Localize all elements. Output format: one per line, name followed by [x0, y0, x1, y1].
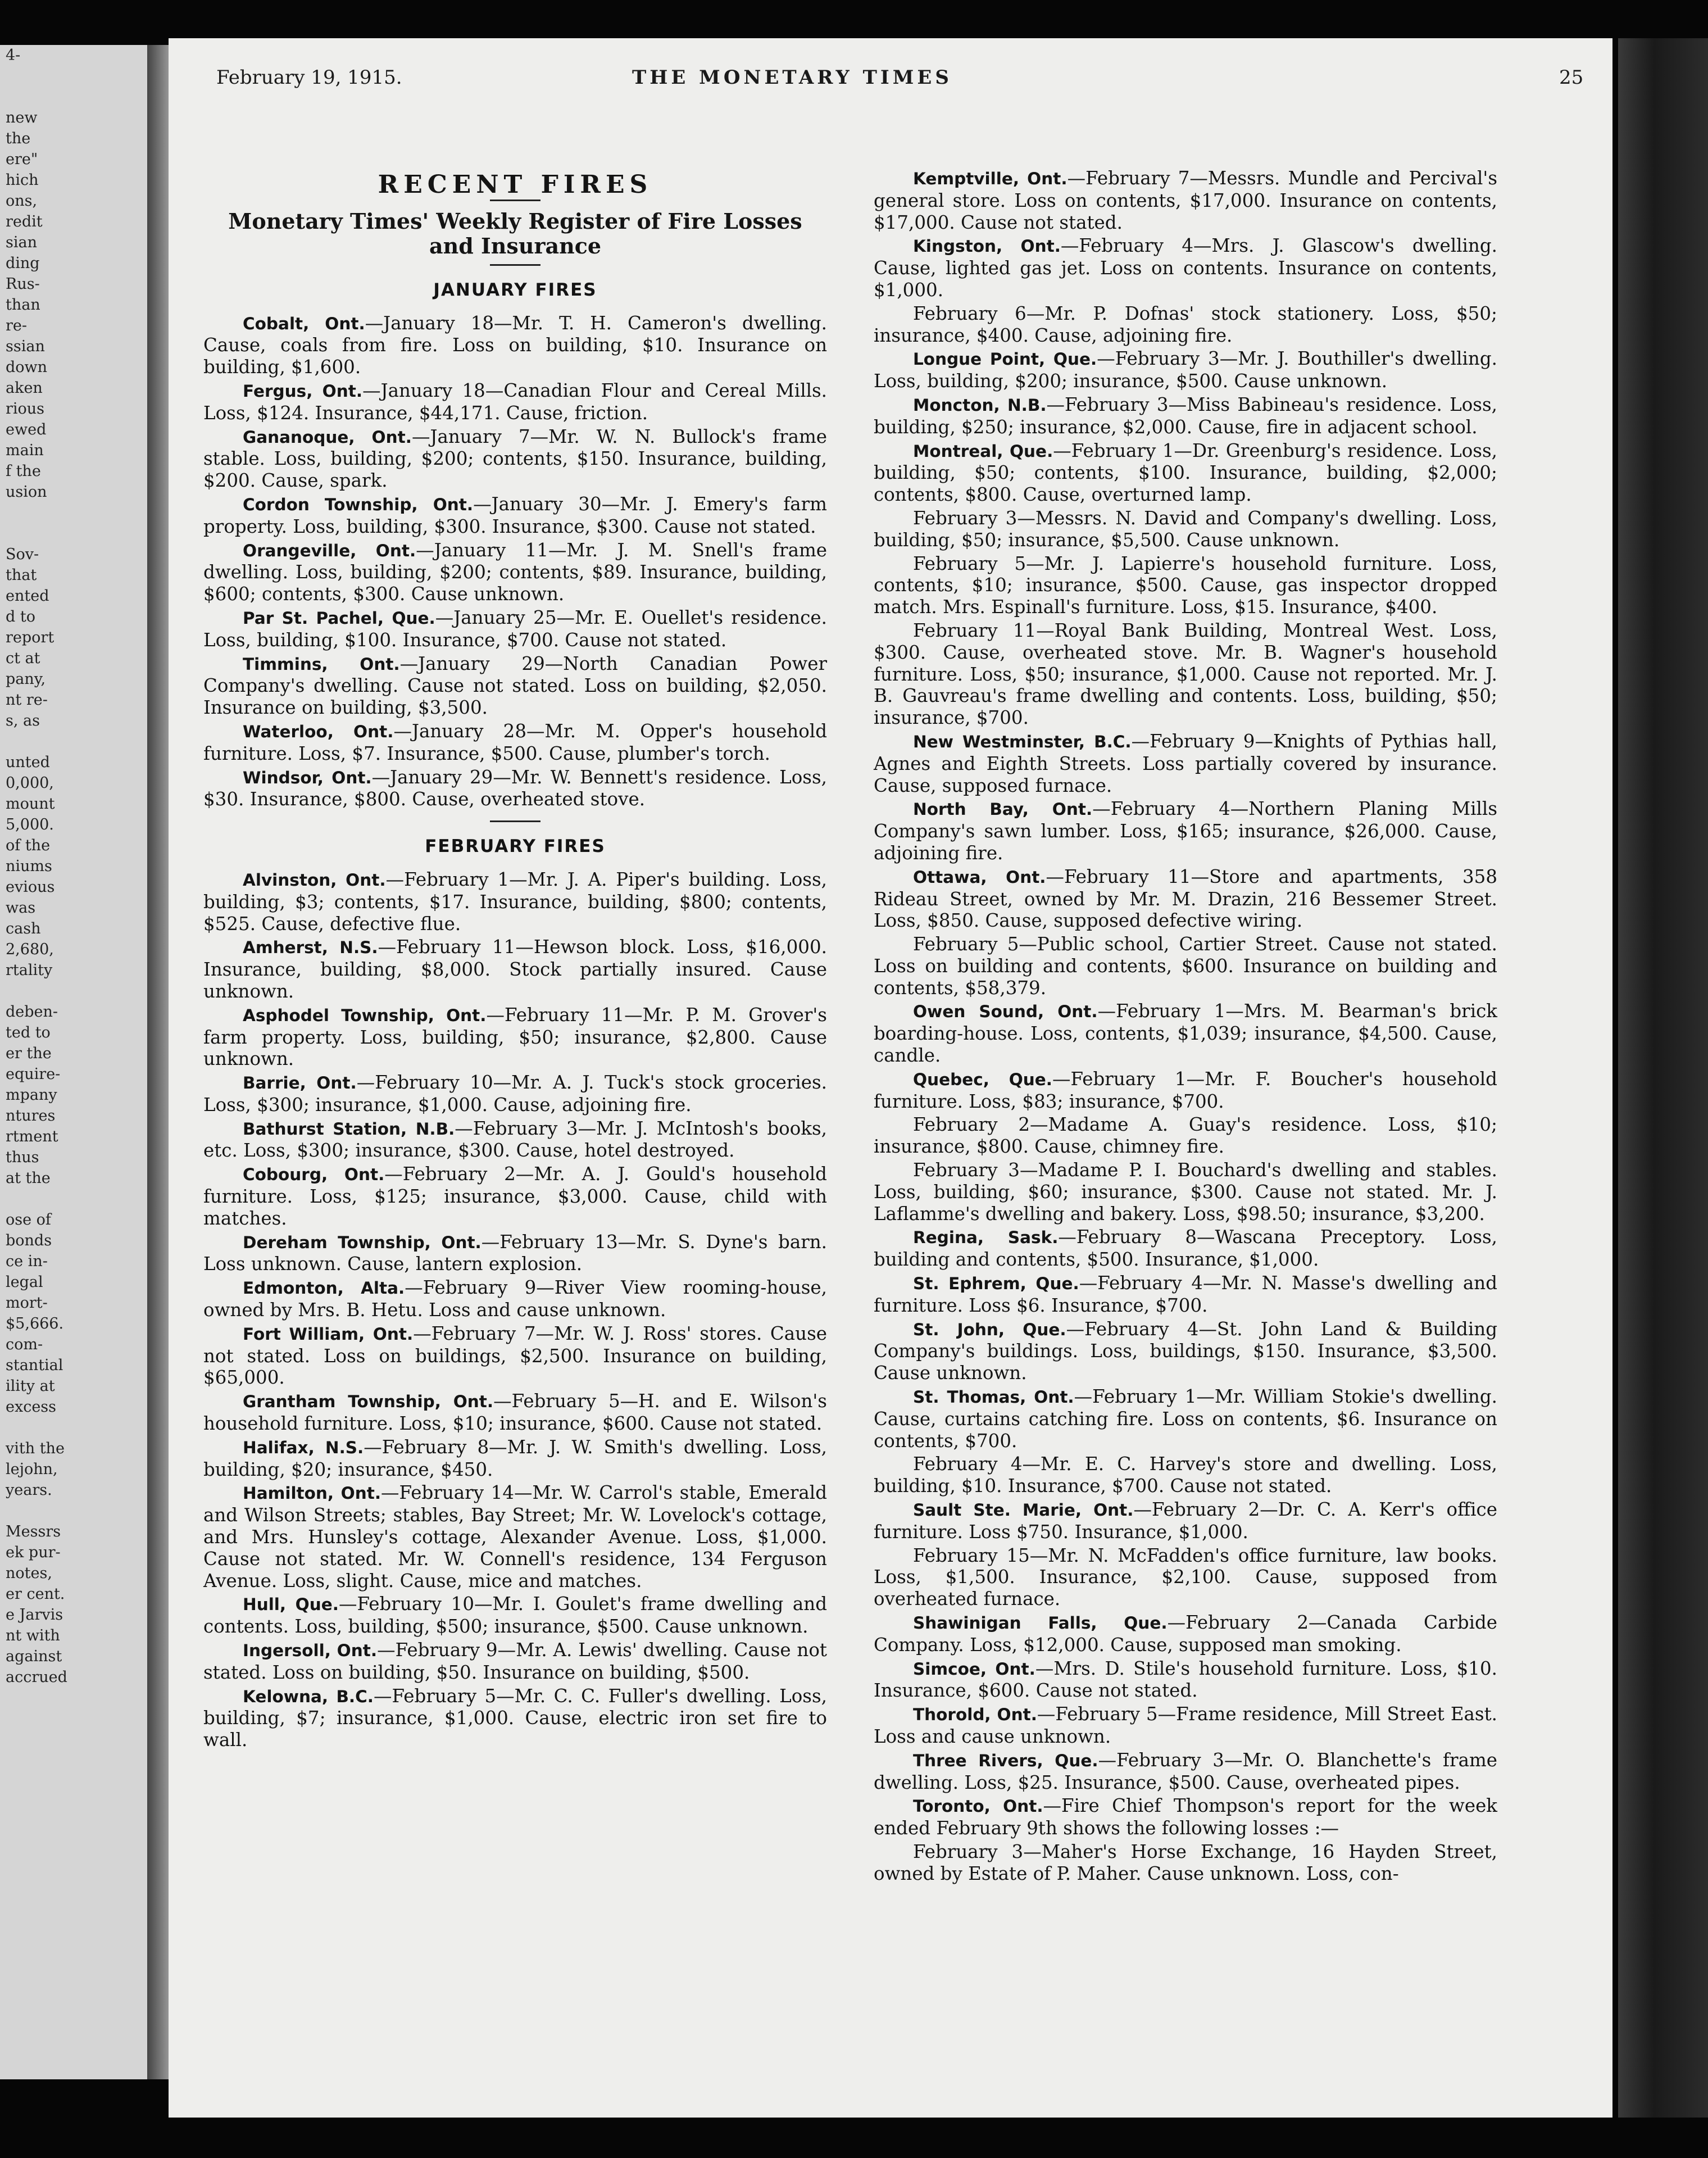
fire-entry [874, 1159, 1497, 1225]
left-column [203, 169, 827, 1753]
fire-entry [203, 1004, 827, 1070]
entry-details: —February 1—Mr. F. Boucher's household furniture. Loss, $83; insurance, $700. [874, 1068, 1497, 1112]
entry-details: —February 1—Mr. J. A. Piper's building. Loss, building, $3; contents, $17. Insurance, building, $800; contents, $525. Cause, defective flue. [203, 868, 827, 935]
facing-page-text: accrued [6, 1669, 67, 1686]
entry-details: February 6—Mr. P. Dofnas' stock stationery. Loss, $50; insurance, $400. Cause, adjoining fire. [874, 302, 1497, 346]
facing-page-text: stantial [6, 1357, 63, 1374]
fire-entry [874, 798, 1497, 864]
entry-details: —February 1—Mrs. M. Bearman's brick boarding-house. Loss, contents, $1,039; insurance, $4,500. Cause, candle. [874, 1000, 1497, 1067]
facing-page-text: equire- [6, 1066, 61, 1083]
facing-page-text: deben- [6, 1003, 58, 1021]
entry-details: —January 29—North Canadian Power Company's dwelling. Cause not stated. Loss on building, $2,050. Insurance on building, $3,500. [203, 652, 827, 719]
entry-location: Cobalt, Ont. [243, 314, 365, 333]
facing-page-text [0, 1417, 147, 1438]
facing-page-text: ewed [6, 421, 47, 438]
fire-entry [874, 1545, 1497, 1610]
entry-details: —February 1—Dr. Greenburg's residence. Loss, building, $50; contents, $100. Insurance, building, $2,000; contents, $800. Cause, overturned lamp. [874, 439, 1497, 506]
page-number: 25 [1559, 66, 1584, 89]
entry-location: North Bay, Ont. [913, 800, 1093, 819]
entry-location: Longue Point, Que. [913, 350, 1097, 369]
right-column [874, 167, 1497, 1887]
entry-location: Alvinston, Ont. [243, 870, 386, 890]
entry-details: —January 11—Mr. J. M. Snell's frame dwelling. Loss, building, $200; contents, $89. Insurance, building, $600; contents, $300. Cause unknown. [203, 539, 827, 605]
fire-entry [874, 620, 1497, 729]
entry-details: —February 8—Mr. J. W. Smith's dwelling. Loss, building, $20; insurance, $450. [203, 1436, 828, 1480]
facing-page-text: usion [6, 483, 47, 501]
facing-page-text [0, 66, 147, 87]
entry-location: St. John, Que. [913, 1320, 1066, 1339]
section-rule [490, 820, 540, 822]
facing-page-text: f the [6, 463, 41, 480]
entry-location: Ottawa, Ont. [913, 867, 1046, 887]
facing-page-text: mpany [6, 1086, 57, 1104]
facing-page-text: ntures [6, 1107, 56, 1125]
facing-page-text: lejohn, [6, 1461, 58, 1478]
facing-page-text: sian [6, 234, 37, 251]
facing-page-text: than [6, 296, 40, 314]
entry-location: Moncton, N.B. [913, 395, 1047, 415]
entry-location: Grantham Township, Ont. [243, 1392, 494, 1412]
entry-location: Fergus, Ont. [243, 381, 363, 401]
entry-location: Halifax, N.S. [243, 1438, 364, 1457]
entry-details: February 15—Mr. N. McFadden's office furniture, law books. Loss, $1,500. Insurance, $2,100. Cause, supposed from overheated furnace. [874, 1544, 1497, 1610]
fire-entry [874, 1000, 1497, 1066]
facing-page-text: at the [6, 1169, 51, 1187]
entry-location: Shawinigan Falls, Que. [913, 1613, 1168, 1633]
facing-page-text [0, 981, 147, 1001]
facing-page-text [0, 502, 147, 523]
entry-location: Kelowna, B.C. [243, 1686, 374, 1706]
fire-entry [874, 1272, 1497, 1317]
facing-page-text: pany, [6, 670, 46, 688]
fire-entry [874, 933, 1497, 999]
entry-details: —February 11—Mr. P. M. Grover's farm property. Loss, building, $50; insurance, $2,800. Cause unknown. [203, 1004, 827, 1070]
facing-page-text: mount [6, 795, 55, 813]
facing-page-text: of the [6, 837, 51, 854]
entry-location: St. Thomas, Ont. [913, 1388, 1074, 1407]
entry-details: —February 4—St. John Land & Building Company's buildings. Loss, buildings, $150. Insurance, $3,500. Cause unknown. [874, 1318, 1497, 1384]
facing-page-text: rious [6, 400, 45, 418]
facing-page-text: against [6, 1648, 62, 1665]
fire-entry [203, 869, 827, 935]
facing-page-text: that [6, 566, 37, 584]
entry-details: February 3—Messrs. N. David and Company's dwelling. Loss, building, $50; insurance, $5,500. Cause unknown. [874, 507, 1497, 551]
facing-page-text: ented [6, 587, 49, 605]
facing-page-text: hich [6, 171, 39, 189]
facing-page-text: re- [6, 317, 28, 334]
fire-entry [874, 1226, 1497, 1271]
fire-entry [203, 493, 827, 538]
january-entries [203, 312, 827, 811]
entry-location: Edmonton, Alta. [243, 1279, 405, 1298]
february-entries [203, 869, 827, 1751]
entry-details: —February 3—Mr. O. Blanchette's frame dwelling. Loss, $25. Insurance, $500. Cause, overheated pipes. [874, 1749, 1497, 1793]
facing-page-text: new [6, 109, 38, 126]
binding-edge [1618, 38, 1708, 2118]
fire-entry [874, 1453, 1497, 1497]
entry-details: —January 30—Mr. J. Emery's farm property. Loss, building, $300. Insurance, $300. Cause not stated. [203, 493, 827, 537]
facing-page-text [0, 1500, 147, 1521]
facing-page-text [0, 523, 147, 544]
entry-location: Orangeville, Ont. [243, 541, 416, 560]
facing-page-text: notes, [6, 1565, 52, 1582]
entry-details: February 4—Mr. E. C. Harvey's store and dwelling. Loss, building, $10. Insurance, $700. Cause not stated. [874, 1453, 1497, 1497]
fire-entry [203, 1482, 827, 1592]
fire-entry [203, 1593, 827, 1638]
fire-entry [203, 767, 827, 811]
facing-page-text: ek pur- [6, 1544, 61, 1561]
entry-details: —February 2—Dr. C. A. Kerr's office furniture. Loss $750. Insurance, $1,000. [874, 1499, 1497, 1543]
entry-details: —February 5—Frame residence, Mill Street East. Loss and cause unknown. [874, 1703, 1497, 1747]
fire-entry [203, 607, 827, 651]
facing-page-text: ssian [6, 338, 45, 355]
facing-page-text: rtment [6, 1128, 58, 1145]
january-heading: JANUARY FIRES [433, 279, 597, 300]
article-subheading: Monetary Times' Weekly Register of Fire Losses and Insurance [228, 208, 802, 259]
entry-details: —February 4—Northern Planing Mills Company's sawn lumber. Loss, $165; insurance, $26,000. Cause, adjoining fire. [874, 798, 1497, 864]
subheading-rule [490, 264, 540, 266]
entry-location: Simcoe, Ont. [913, 1659, 1035, 1679]
fire-entry [203, 1163, 827, 1229]
facing-page-text: 5,000. [6, 816, 54, 833]
entry-details: —February 7—Messrs. Mundle and Percival's general store. Loss on contents, $17,000. Insurance on contents, $17,000. Cause not stated. [874, 167, 1497, 233]
facing-page-text: redit [6, 213, 43, 230]
facing-page-text: 2,680, [6, 941, 54, 958]
publication-title: THE MONETARY TIMES [632, 66, 952, 89]
fire-entry [874, 553, 1497, 618]
entry-location: Timmins, Ont. [243, 654, 400, 674]
right-column-entries [874, 167, 1497, 1885]
fire-entry [874, 1703, 1497, 1748]
entry-location: Sault Ste. Marie, Ont. [913, 1500, 1134, 1520]
entry-details: —February 11—Store and apartments, 358 Rideau Street, owned by Mr. M. Drazin, 216 Bessemer Street. Loss, $850. Cause, supposed defective wiring. [874, 865, 1497, 932]
entry-location: Fort William, Ont. [243, 1324, 414, 1344]
entry-location: New Westminster, B.C. [913, 732, 1132, 751]
fire-entry [203, 936, 827, 1002]
entry-details: —February 13—Mr. S. Dyne's barn. Loss unknown. Cause, lantern explosion. [203, 1231, 827, 1275]
entry-details: —February 11—Hewson block. Loss, $16,000. Insurance, building, $8,000. Stock partially insured. Cause unknown. [203, 936, 827, 1002]
entry-details: —January 18—Mr. T. H. Cameron's dwelling. Cause, coals from fire. Loss on building, $10. Insurance on building, $1,600. [203, 312, 827, 378]
fire-entry [203, 1685, 827, 1751]
entry-location: Owen Sound, Ont. [913, 1002, 1098, 1022]
entry-details: —February 3—Miss Babineau's residence. Loss, building, $250; insurance, $2,000. Cause, fire in adjacent school. [874, 393, 1497, 438]
fire-entry [874, 303, 1497, 347]
facing-page-text: ce in- [6, 1253, 48, 1270]
entry-details: —February 10—Mr. A. J. Tuck's stock groceries. Loss, $300; insurance, $1,000. Cause, adjoining fire. [203, 1072, 827, 1116]
facing-page-text: thus [6, 1149, 39, 1166]
facing-page-text: was [6, 899, 36, 917]
entry-details: —January 18—Canadian Flour and Cereal Mills. Loss, $124. Insurance, $44,171. Cause, friction. [203, 379, 827, 424]
facing-page-text: er the [6, 1045, 52, 1062]
entry-details: —Fire Chief Thompson's report for the week ended February 9th shows the following losses :— [874, 1795, 1497, 1839]
fire-entry [874, 1749, 1497, 1794]
entry-details: —February 7—Mr. W. J. Ross' stores. Cause not stated. Loss on buildings, $2,500. Insurance on building, $65,000. [203, 1322, 827, 1389]
entry-details: —February 5—Mr. C. C. Fuller's dwelling. Loss, building, $7; insurance, $1,000. Cause, electric iron set fire to wall. [203, 1685, 827, 1751]
facing-page-text: ding [6, 255, 40, 272]
entry-location: Windsor, Ont. [243, 768, 372, 787]
facing-page-text: ere" [6, 151, 38, 168]
fire-entry [874, 348, 1497, 392]
entry-location: Dereham Township, Ont. [243, 1232, 481, 1252]
fire-entry [203, 540, 827, 605]
facing-page-text: report [6, 629, 54, 646]
gutter-shadow [147, 45, 170, 2079]
facing-page-text: nt re- [6, 691, 48, 709]
entry-details: —February 5—H. and E. Wilson's household furniture. Loss, $10; insurance, $600. Cause not stated. [203, 1390, 827, 1435]
fire-entry [203, 1639, 827, 1684]
facing-page-text: cash [6, 920, 41, 937]
fire-entry [203, 426, 827, 492]
facing-page-text: unted [6, 754, 50, 771]
entry-location: Waterloo, Ont. [243, 722, 394, 741]
fire-entry [874, 1658, 1497, 1702]
facing-page-text: e Jarvis [6, 1606, 63, 1624]
fire-entry [203, 1436, 827, 1481]
entry-details: —February 4—Mrs. J. Glascow's dwelling. Cause, lighted gas jet. Loss on contents. Insurance on contents, $1,000. [874, 235, 1497, 301]
facing-page-text: ted to [6, 1024, 51, 1041]
entry-location: Cobourg, Ont. [243, 1165, 385, 1185]
entry-location: Hamilton, Ont. [243, 1484, 381, 1503]
entry-location: Kingston, Ont. [913, 237, 1061, 256]
entry-details: February 2—Madame A. Guay's residence. Loss, $10; insurance, $800. Cause, chimney fire. [874, 1114, 1497, 1158]
facing-page-text: the [6, 130, 31, 147]
facing-page-text: bonds [6, 1232, 52, 1249]
facing-page-text: 0,000, [6, 774, 54, 792]
entry-location: Hull, Que. [243, 1595, 339, 1615]
fire-entry [203, 1231, 827, 1276]
fire-entry [874, 866, 1497, 932]
facing-page-text: ct at [6, 650, 40, 667]
facing-page-text: rtality [6, 962, 53, 979]
fire-entry [874, 167, 1497, 233]
entry-location: Gananoque, Ont. [243, 427, 412, 447]
facing-page-text: ose of [6, 1211, 51, 1228]
fire-entry [203, 720, 827, 765]
facing-page-text [0, 1189, 147, 1209]
entry-details: —January 7—Mr. W. N. Bullock's frame stable. Loss, building, $200; contents, $150. Insurance, building, $200. Cause, spark. [203, 425, 827, 492]
facing-page-text: Messrs [6, 1523, 61, 1540]
entry-location: Thorold, Ont. [913, 1705, 1037, 1725]
fire-entry [874, 394, 1497, 438]
february-heading: FEBRUARY FIRES [425, 836, 606, 857]
entry-location: Cordon Township, Ont. [243, 495, 474, 514]
facing-page-text: Rus- [6, 275, 40, 293]
entry-details: February 3—Madame P. I. Bouchard's dwelling and stables. Loss, building, $60; insurance, $300. Cause not stated. Mr. J. Laflamme's dwelling and bakery. Loss, $98.50; insurance, $3,200. [874, 1159, 1497, 1225]
fire-entry [874, 1795, 1497, 1839]
entry-details: —February 9—River View rooming-house, owned by Mrs. B. Hetu. Loss and cause unknown. [203, 1277, 827, 1321]
fire-entry [874, 507, 1497, 551]
fire-entry [203, 1390, 827, 1435]
facing-page-text [0, 87, 147, 107]
fire-entry [203, 1323, 827, 1389]
entry-details: —February 3—Mr. J. McIntosh's books, etc. Loss, $300; insurance, $300. Cause, hotel destroyed. [203, 1117, 828, 1162]
facing-page-text: excess [6, 1398, 57, 1416]
entry-details: —January 29—Mr. W. Bennett's residence. Loss, $30. Insurance, $800. Cause, overheated stove. [203, 766, 827, 810]
facing-page-text: d to [6, 608, 35, 625]
entry-details: —February 10—Mr. I. Goulet's frame dwelling and contents. Loss, building, $500; insurance, $500. Cause unknown. [203, 1593, 827, 1638]
fire-entry [874, 440, 1497, 506]
entry-location: Toronto, Ont. [913, 1797, 1043, 1816]
facing-page-text: nt with [6, 1627, 60, 1644]
facing-page-text: legal [6, 1273, 43, 1291]
fire-entry [874, 731, 1497, 796]
facing-page-text: 4- [6, 47, 21, 64]
facing-page-text: $5,666. [6, 1315, 64, 1332]
heading-rule [490, 200, 540, 201]
fire-entry [874, 1841, 1497, 1885]
entry-location: Regina, Sask. [913, 1228, 1059, 1248]
entry-location: Three Rivers, Que. [913, 1751, 1098, 1770]
issue-date: February 19, 1915. [216, 66, 402, 89]
entry-details: February 3—Maher's Horse Exchange, 16 Hayden Street, owned by Estate of P. Maher. Cause unknown. Loss, con- [874, 1840, 1497, 1884]
fire-entry [874, 1318, 1497, 1384]
entry-details: February 5—Public school, Cartier Street. Cause not stated. Loss on building and contents, $600. Insurance on building and contents, $58,379. [874, 933, 1497, 999]
facing-page-text: years. [6, 1481, 52, 1499]
entry-location: Ingersoll, Ont. [243, 1641, 378, 1661]
fire-entry [874, 1114, 1497, 1158]
entry-location: St. Ephrem, Que. [913, 1274, 1079, 1294]
entry-details: —February 3—Mr. J. Bouthiller's dwelling. Loss, building, $200; insurance, $500. Cause unknown. [874, 348, 1497, 392]
fire-entry [874, 1612, 1497, 1656]
entry-location: Montreal, Que. [913, 441, 1053, 461]
entry-location: Barrie, Ont. [243, 1073, 357, 1093]
entry-details: —February 8—Wascana Preceptory. Loss, building and contents, $500. Insurance, $1,000. [874, 1226, 1497, 1271]
entry-location: Asphodel Township, Ont. [243, 1005, 487, 1025]
entry-details: —February 2—Mr. A. J. Gould's household furniture. Loss, $125; insurance, $3,000. Cause, child with matches. [203, 1163, 827, 1229]
entry-location: Bathurst Station, N.B. [243, 1119, 455, 1139]
entry-details: —February 14—Mr. W. Carrol's stable, Emerald and Wilson Streets; stables, Bay Street; Mr. W. Lovelock's cottage, and Mrs. Hunsley's cottage, Alexander Avenue. Loss, $1,000. Cause not stated. Mr. W. Connell's residence, 134 Ferguson Avenue. Loss, slight. Cause, mice and matches. [203, 1482, 828, 1592]
entry-details: February 11—Royal Bank Building, Montreal West. Loss, $300. Cause, overheated stove. Mr. B. Wagner's household furniture. Loss, $50; insurance, $1,000. Cause not reported. Mr. J. B. Gauvreau's frame dwelling and contents. Loss, building, $50; insurance, $700. [874, 619, 1497, 729]
facing-page-text: niums [6, 858, 52, 875]
fire-entry [874, 1386, 1497, 1452]
entry-location: Amherst, N.S. [243, 938, 378, 958]
entry-details: —February 4—Mr. N. Masse's dwelling and furniture. Loss $6. Insurance, $700. [874, 1272, 1497, 1316]
entry-details: —January 25—Mr. E. Ouellet's residence. Loss, building, $100. Insurance, $700. Cause not stated. [203, 606, 827, 651]
facing-page-text: er cent. [6, 1585, 65, 1603]
facing-page-text [0, 731, 147, 752]
fire-entry [203, 1277, 827, 1321]
facing-page-text: ons, [6, 192, 38, 210]
entry-details: —January 28—Mr. M. Opper's household furniture. Loss, $7. Insurance, $500. Cause, plumber's torch. [203, 720, 827, 764]
facing-page-fragment [0, 45, 156, 2079]
fire-entry [874, 1068, 1497, 1113]
article-heading: RECENT FIRES [378, 170, 653, 199]
fire-entry [203, 1072, 827, 1116]
entry-location: Kemptville, Ont. [913, 169, 1068, 188]
facing-page-text: aken [6, 379, 43, 397]
entry-location: Par St. Pachel, Que. [243, 608, 435, 628]
entry-details: February 5—Mr. J. Lapierre's household furniture. Loss, contents, $10; insurance, $500. Cause, gas inspector dropped match. Mrs. Espinall's furniture. Loss, $15. Insurance, $400. [874, 552, 1497, 618]
entry-details: —February 2—Canada Carbide Company. Loss, $12,000. Cause, supposed man smoking. [874, 1612, 1498, 1656]
fire-entry [203, 380, 827, 424]
facing-page-text: com- [6, 1336, 43, 1353]
fire-entry [203, 653, 827, 719]
entry-details: —February 9—Mr. A. Lewis' dwelling. Cause not stated. Loss on building, $50. Insurance on building, $500. [203, 1639, 827, 1683]
fire-entry [874, 235, 1497, 301]
entry-details: —February 1—Mr. William Stokie's dwelling. Cause, curtains catching fire. Loss on contents, $6. Insurance on contents, $700. [874, 1386, 1497, 1452]
facing-page-text: mort- [6, 1294, 48, 1312]
entry-details: —February 9—Knights of Pythias hall, Agnes and Eighth Streets. Loss partially covered by insurance. Cause, supposed furnace. [874, 730, 1497, 796]
entry-details: —Mrs. D. Stile's household furniture. Loss, $10. Insurance, $600. Cause not stated. [874, 1657, 1497, 1702]
facing-page-text: vith the [6, 1440, 65, 1457]
facing-page-text: ility at [6, 1377, 55, 1395]
facing-page-text: evious [6, 878, 55, 896]
fire-entry [203, 1118, 827, 1162]
entry-location: Quebec, Que. [913, 1069, 1052, 1089]
fire-entry [874, 1499, 1497, 1543]
facing-page-text: down [6, 359, 48, 376]
fire-entry [203, 312, 827, 378]
facing-page-text: s, as [6, 712, 40, 729]
facing-page-text: main [6, 442, 44, 459]
facing-page-text: Sov- [6, 546, 39, 563]
